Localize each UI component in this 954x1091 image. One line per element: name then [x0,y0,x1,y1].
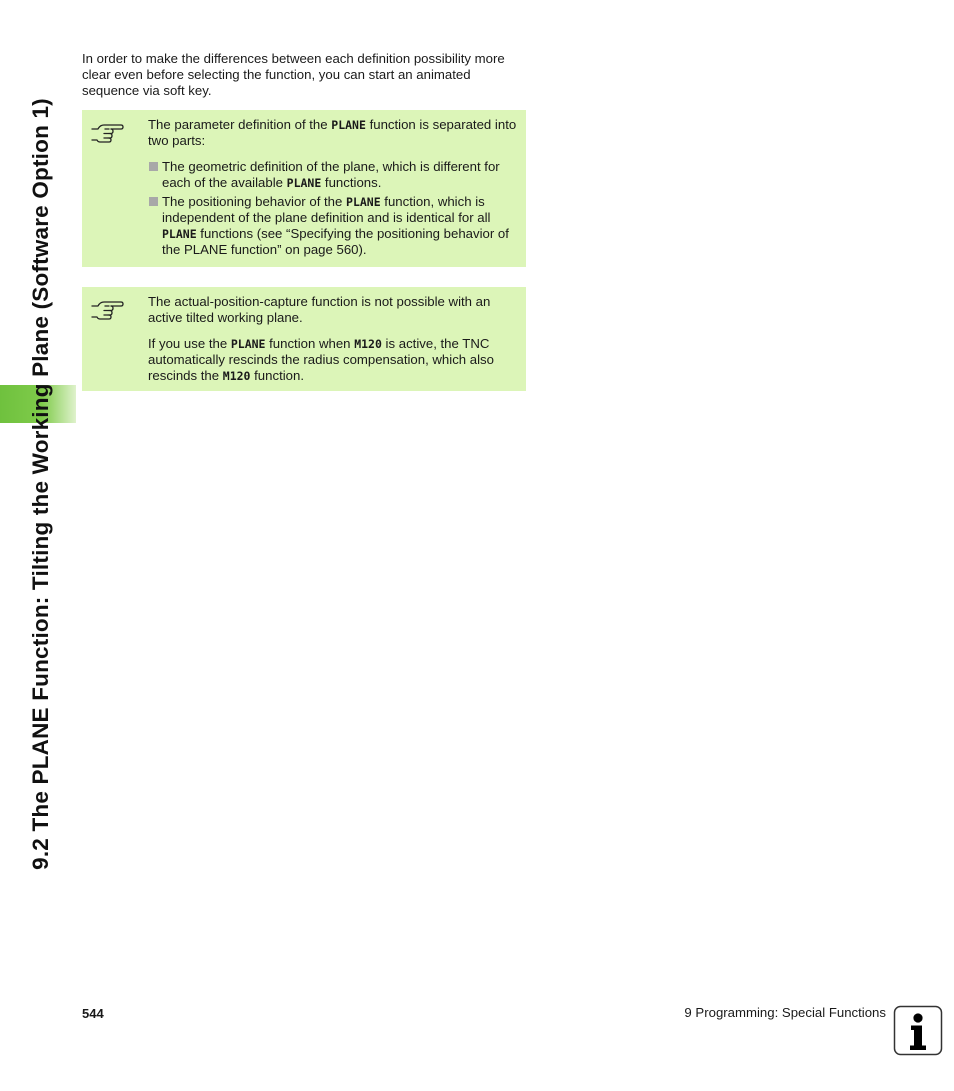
note-paragraph: The parameter definition of the PLANE function is separated into two parts: [148,117,517,148]
code-keyword: PLANE [230,337,266,351]
bullet-list [148,159,518,258]
chapter-footer: 9 Programming: Special Functions [684,1005,886,1020]
pointing-hand-icon [90,122,124,144]
code-keyword: PLANE [286,176,322,190]
note-paragraph: If you use the PLANE function when M120 is active, the TNC automatically rescinds the radius compensation, which also rescinds the M120 function. [148,336,494,383]
note-paragraph: The actual-position-capture function is not possible with an active tilted working plane. [148,294,491,325]
code-keyword: M120 [354,337,382,351]
intro-paragraph: In order to make the differences between each definition possibility more clear even before selecting the function, you can start an animated sequence via soft key. [82,51,505,98]
note-box-parameter-definition [82,110,526,267]
bullet-square-icon [149,162,158,171]
info-icon [893,1005,943,1056]
list-item: The positioning behavior of the PLANE function, which is independent of the plane definition and is identical for all PLANE functions (see “Specifying the positioning behavior of the PLANE function” on page 560). [148,194,518,258]
pointing-hand-icon [90,299,124,321]
note-body [148,117,518,261]
code-keyword: PLANE [346,195,381,209]
bullet-square-icon [149,197,158,206]
note-body [148,294,518,394]
section-title: 9.2 The PLANE Function: Tilting the Working Plane (Software Option 1) [28,98,53,870]
page-number: 544 [82,1006,104,1021]
code-keyword: M120 [222,369,251,383]
note-box-position-capture [82,287,526,391]
code-keyword: PLANE [162,227,197,241]
code-keyword: PLANE [331,118,366,132]
list-item: The geometric definition of the plane, which is different for each of the available PLANE functions. [148,159,518,191]
